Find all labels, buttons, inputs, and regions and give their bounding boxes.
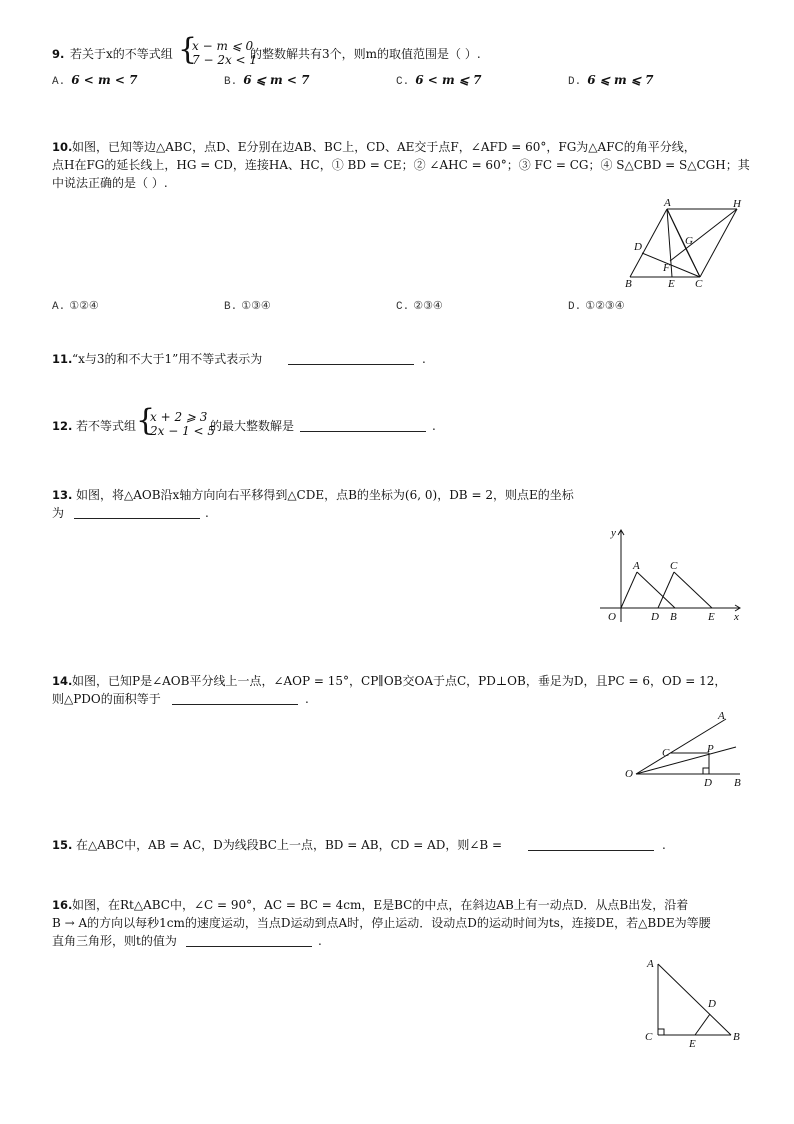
q14-figure [620,705,750,790]
q13-end-dot: . [205,506,209,520]
q10-figure [615,195,755,290]
q14-label-d: D [704,777,712,789]
q10-option-b[interactable]: B. ①③④ [224,301,271,313]
q10-stem-line2: 点H在FG的延长线上，HG = CD，连接HA、HC，① BD = CE；② ∠AHC = 60°；③ FC = CG；④ S△CBD = S△CGH；其 [52,158,750,172]
q14-label-o: O [625,768,633,780]
q16-stem-line3: 直角三角形，则t的值为 [52,934,177,948]
q10-stem-line1: 如图，已知等边△ABC，点D、E分别在边AB、BC上，CD、AE交于点F，∠AFD = 60°，FG为△AFC的角平分线， [72,140,696,154]
q10-label-b: B [625,278,632,290]
q15-answer-blank[interactable] [528,838,654,851]
q10-stem-line3: 中说法正确的是（ ）. [52,176,168,190]
q9-system-eq2: 7 − 2x < 1 [192,53,258,67]
q9-option-a[interactable]: A. 6 < m < 7 [52,73,138,88]
q12-system-eq1: x + 2 ⩾ 3 [150,410,208,424]
q12-stem-post: 的最大整数解是 [210,419,295,433]
q14-answer-blank[interactable] [172,692,298,705]
q12-number: 12. [52,419,73,433]
q14-end-dot: . [305,692,309,706]
q9-number: 9. [52,47,65,61]
q13-figure [595,522,745,627]
q16-answer-blank[interactable] [186,934,312,947]
q10-number: 10. [52,140,73,154]
q15-stem: 在△ABC中，AB = AC，D为线段BC上一点，BD = AB，CD = AD，则∠B = [76,838,503,852]
q16-label-c: C [645,1031,653,1043]
q13-label-d: D [651,611,659,623]
q13-number: 13. [52,488,73,502]
q16-stem-line2: B → A的方向以每秒1cm的速度运动，当点D运动到点A时，停止运动．设动点D的运动时间为ts，连接DE，若△BDE为等腰 [52,916,711,930]
q12-end-dot: . [432,419,436,433]
q10-label-d: D [634,241,642,253]
q10-label-h: H [733,198,741,210]
q16-label-a: A [647,958,654,970]
q16-label-e: E [689,1038,696,1050]
q14-label-a: A [718,710,725,722]
q14-stem-line2: 则△PDO的面积等于 [52,692,161,706]
q14-number: 14. [52,674,73,688]
q12-brace: { [136,403,156,438]
q13-label-e: E [708,611,715,623]
q15-end-dot: . [662,838,666,852]
q14-stem-line1: 如图，已知P是∠AOB平分线上一点，∠AOP = 15°，CP∥OB交OA于点C，PD⊥OB，垂足为D，且PC = 6，OD = 12， [72,674,727,688]
q9-brace: { [178,32,198,67]
q10-label-a: A [664,197,671,209]
q10-label-g: G [685,235,693,247]
q13-label-y: y [611,527,616,539]
q12-answer-blank[interactable] [300,419,426,432]
q11-number: 11. [52,352,73,366]
q11-answer-blank[interactable] [288,352,414,365]
q13-label-b: B [670,611,677,623]
q13-stem-line2: 为 [52,506,65,520]
q13-stem-line1: 如图，将△AOB沿x轴方向向右平移得到△CDE，点B的坐标为(6, 0)，DB = 2，则点E的坐标 [76,488,574,502]
q12-stem-pre: 若不等式组 [76,419,137,433]
q9-option-b[interactable]: B. 6 ⩽ m < 7 [224,73,310,88]
q13-label-c: C [670,560,678,572]
q16-stem-line1: 如图，在Rt△ABC中，∠C = 90°，AC = BC = 4cm，E是BC的中点，在斜边AB上有一动点D．从点B出发，沿着 [72,898,689,912]
q13-label-o: O [608,611,616,623]
q10-option-c[interactable]: C. ②③④ [396,301,443,313]
q11-end-dot: . [422,352,426,366]
q16-figure [638,952,748,1052]
q9-stem-pre: 若关于x的不等式组 [70,47,173,61]
q9-option-c[interactable]: C. 6 < m ⩽ 7 [396,73,482,88]
q9-system-eq1: x − m ⩽ 0 [192,39,254,53]
q14-label-b: B [734,777,741,789]
q10-label-f: F [663,262,670,274]
q11-stem: “x与3的和不大于1”用不等式表示为 [72,352,263,366]
q9-stem-post: 的整数解共有3个，则m的取值范围是（ ）. [250,47,481,61]
q16-label-d: D [708,998,716,1010]
q13-answer-blank[interactable] [74,506,200,519]
q12-system-eq2: 2x − 1 < 5 [150,424,216,438]
q9-option-d[interactable]: D. 6 ⩽ m ⩽ 7 [568,73,654,88]
q15-number: 15. [52,838,73,852]
q16-end-dot: . [318,934,322,948]
q10-label-e: E [668,278,675,290]
q14-label-p: P [707,743,714,755]
q16-label-b: B [733,1031,740,1043]
q13-label-a: A [633,560,640,572]
q13-label-x: x [734,611,739,623]
q14-label-c: C [662,747,670,759]
q10-option-d[interactable]: D. ①②③④ [568,301,625,313]
q16-number: 16. [52,898,73,912]
q10-label-c: C [695,278,703,290]
q10-option-a[interactable]: A. ①②④ [52,301,99,313]
